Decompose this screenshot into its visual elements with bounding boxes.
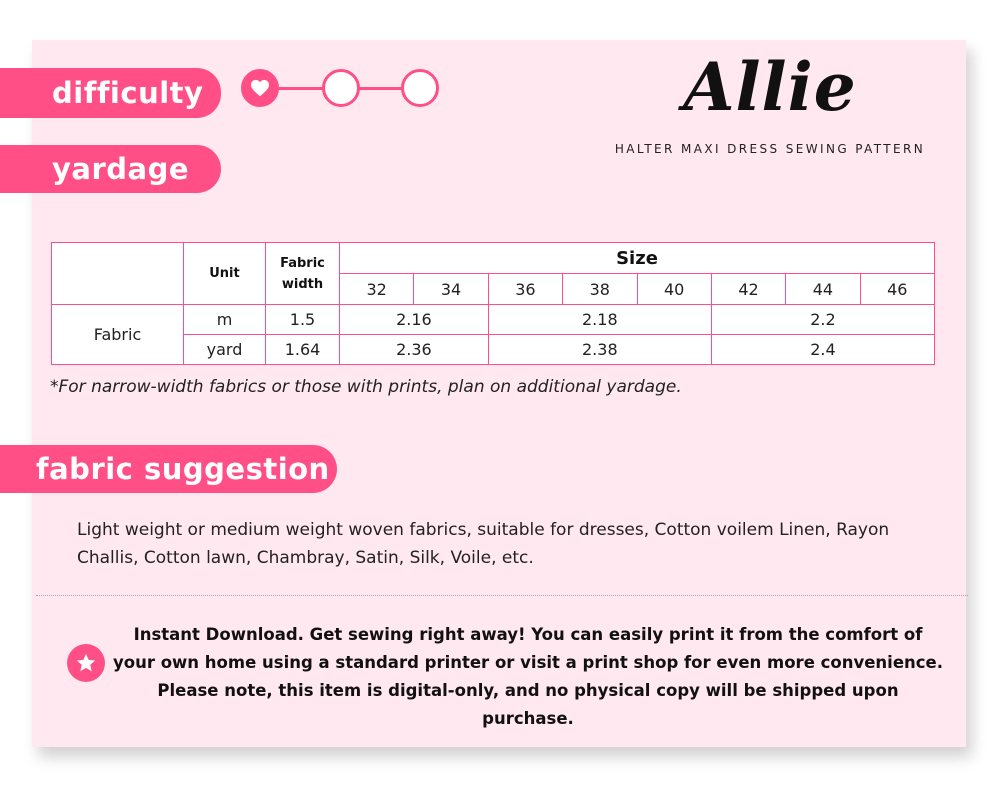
fabric-suggestion-text: Light weight or medium weight woven fabrics, suitable for dresses, Cotton voilem Linen, Rayon Challis, Cotton lawn, Chambray, Satin, Silk, Voile, etc. bbox=[77, 520, 890, 568]
row-label-fabric: Fabric bbox=[52, 305, 184, 365]
width-cell: 1.64 bbox=[266, 335, 340, 365]
size-cell: 40 bbox=[637, 274, 711, 305]
yardage-cell: 2.18 bbox=[488, 305, 711, 335]
size-cell: 34 bbox=[414, 274, 488, 305]
fabric-suggestion-label: fabric suggestion bbox=[0, 445, 337, 493]
unit-cell: m bbox=[184, 305, 266, 335]
yardage-cell: 2.16 bbox=[340, 305, 489, 335]
yardage-cell: 2.38 bbox=[488, 335, 711, 365]
unit-cell: yard bbox=[184, 335, 266, 365]
difficulty-label: difficulty bbox=[0, 68, 221, 118]
star-icon bbox=[75, 652, 97, 674]
fabric-width-header-line: width bbox=[281, 276, 324, 292]
heart-icon bbox=[250, 79, 270, 97]
rating-dot-empty bbox=[322, 69, 360, 107]
size-header: Size bbox=[340, 243, 935, 274]
brand-block bbox=[600, 48, 940, 156]
yardage-label: yardage bbox=[0, 145, 221, 193]
difficulty-rating bbox=[240, 68, 445, 114]
download-badge bbox=[67, 644, 105, 682]
width-cell: 1.5 bbox=[266, 305, 340, 335]
rating-connector bbox=[278, 87, 324, 90]
brand-subtitle: HALTER MAXI DRESS SEWING PATTERN bbox=[614, 142, 926, 156]
yardage-note: *For narrow-width fabrics or those with prints, plan on additional yardage. bbox=[50, 377, 682, 397]
rating-dot-empty bbox=[401, 69, 439, 107]
yardage-table bbox=[51, 242, 935, 365]
size-cell: 32 bbox=[340, 274, 414, 305]
rating-dot-filled bbox=[241, 69, 279, 107]
size-cell: 38 bbox=[563, 274, 637, 305]
size-cell: 46 bbox=[860, 274, 934, 305]
fabric-width-header bbox=[266, 243, 340, 305]
unit-header: Unit bbox=[184, 243, 266, 305]
size-cell: 36 bbox=[488, 274, 562, 305]
yardage-cell: 2.36 bbox=[340, 335, 489, 365]
section-divider bbox=[36, 595, 968, 596]
yardage-cell: 2.4 bbox=[711, 335, 934, 365]
yardage-cell: 2.2 bbox=[711, 305, 934, 335]
table-corner-cell bbox=[52, 243, 184, 305]
size-cell: 42 bbox=[711, 274, 785, 305]
brand-logo: Allie bbox=[683, 48, 857, 126]
fabric-width-header-line: Fabric bbox=[280, 255, 325, 271]
download-notice: Instant Download. Get sewing right away! You can easily print it from the comfort of your own home using a standard printer or visit a print shop for even more convenience. Please note, this item is digital-only, and no physical copy will be shipped upon purchase. bbox=[113, 625, 944, 728]
rating-connector bbox=[358, 87, 404, 90]
size-cell: 44 bbox=[786, 274, 860, 305]
